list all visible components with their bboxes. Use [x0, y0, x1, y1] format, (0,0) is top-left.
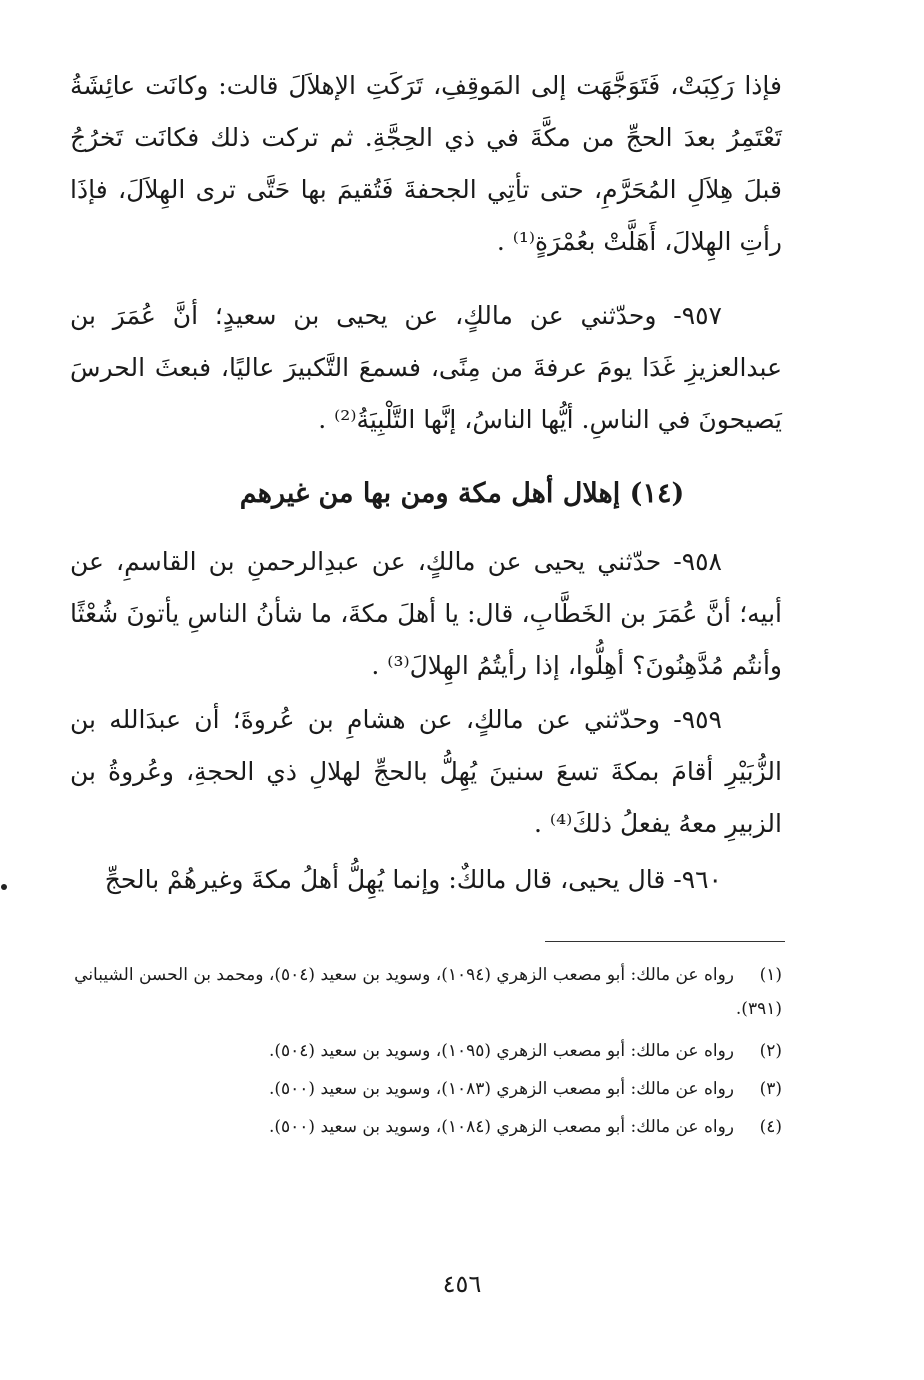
paragraph-continuation: فإذا رَكِبَتْ، فَتَوَجَّهَت إلى المَوقِفِ، تَرَكَتِ الإهلاَلَ قالت: وكانَت عائِشَةُ تَعْتَمِرُ بعدَ الحجِّ من مكَّةَ في ذي الحِجَّةِ. ثم تركت ذلك فكانَت تَخرُجُ قبلَ هِلاَلِ المُحَرَّمِ، حتى تأتِي الجحفةَ فَتُقيمَ بها حَتَّى ترى الهِلاَلَ، فإذَا رأتِ الهِلالَ، أَهَلَّتْ بعُمْرَةٍ⁽¹⁾ .: [70, 71, 782, 256]
scan-mark: [1, 884, 7, 890]
footnote-mark: (٢): [759, 1041, 782, 1061]
footnote-mark: (٣): [759, 1079, 782, 1099]
footnote-text: رواه عن مالك: أبو مصعب الزهري (١٠٨٤)، وسويد بن سعيد (٥٠٠).: [268, 1117, 734, 1137]
footnote-1: [70, 958, 782, 1026]
section-heading: (١٤) إهلال أهل مكة ومن بها من غيرهم: [239, 478, 685, 509]
footnote-4: [70, 1110, 782, 1144]
paragraph-957: ٩٥٧- وحدّثني عن مالكٍ، عن يحيى بن سعيدٍ؛ أنَّ عُمَرَ بن عبدالعزيزِ غَدَا يومَ عرفةَ من مِنًى، فسمعَ التَّكبيرَ عاليًا، فبعثَ الحرسَ يَصيحونَ في الناسِ. أيُّها الناسُ، إنَّها التَّلْبِيَةُ⁽²⁾ .: [70, 301, 782, 434]
footnote-2: [70, 1034, 782, 1068]
footnote-mark: (٤): [759, 1117, 782, 1137]
footnote-text: رواه عن مالك: أبو مصعب الزهري (١٠٨٣)، وسويد بن سعيد (٥٠٠).: [268, 1079, 734, 1099]
footnote-3: [70, 1072, 782, 1106]
footnote-text: رواه عن مالك: أبو مصعب الزهري (١٠٩٥)، وسويد بن سعيد (٥٠٤).: [268, 1041, 734, 1061]
footnote-text: رواه عن مالك: أبو مصعب الزهري (١٠٩٤)، وسويد بن سعيد (٥٠٤)، ومحمد بن الحسن الشيباني (٣٩١).: [74, 965, 782, 1019]
paragraph-960: ٩٦٠- قال يحيى، قال مالكٌ: وإنما يُهِلُّ أهلُ مكةَ وغيرهُمْ بالحجِّ: [104, 865, 722, 894]
footnote-separator: [545, 941, 785, 942]
page-number: ٤٥٦: [442, 1270, 482, 1298]
footnote-mark: (١): [759, 965, 782, 985]
paragraph-958: ٩٥٨- حدّثني يحيى عن مالكٍ، عن عبدِالرحمنِ بن القاسمِ، عن أبيه؛ أنَّ عُمَرَ بن الخَطَّابِ، قال: يا أهلَ مكةَ، ما شأنُ الناسِ يأتونَ شُعْثًا وأنتُم مُدَّهِنُونَ؟ أهِلُّوا، إذا رأيتُمُ الهِلالَ⁽³⁾ .: [70, 547, 782, 680]
paragraph-959: ٩٥٩- وحدّثني عن مالكٍ، عن هشامِ بن عُروةَ؛ أن عبدَالله بن الزُّبَيْرِ أقامَ بمكةَ تسعَ سنينَ يُهِلُّ بالحجِّ لهلالِ ذي الحجةِ، وعُروةُ بن الزبيرِ معهُ يفعلُ ذلكَ⁽⁴⁾ .: [70, 705, 782, 838]
